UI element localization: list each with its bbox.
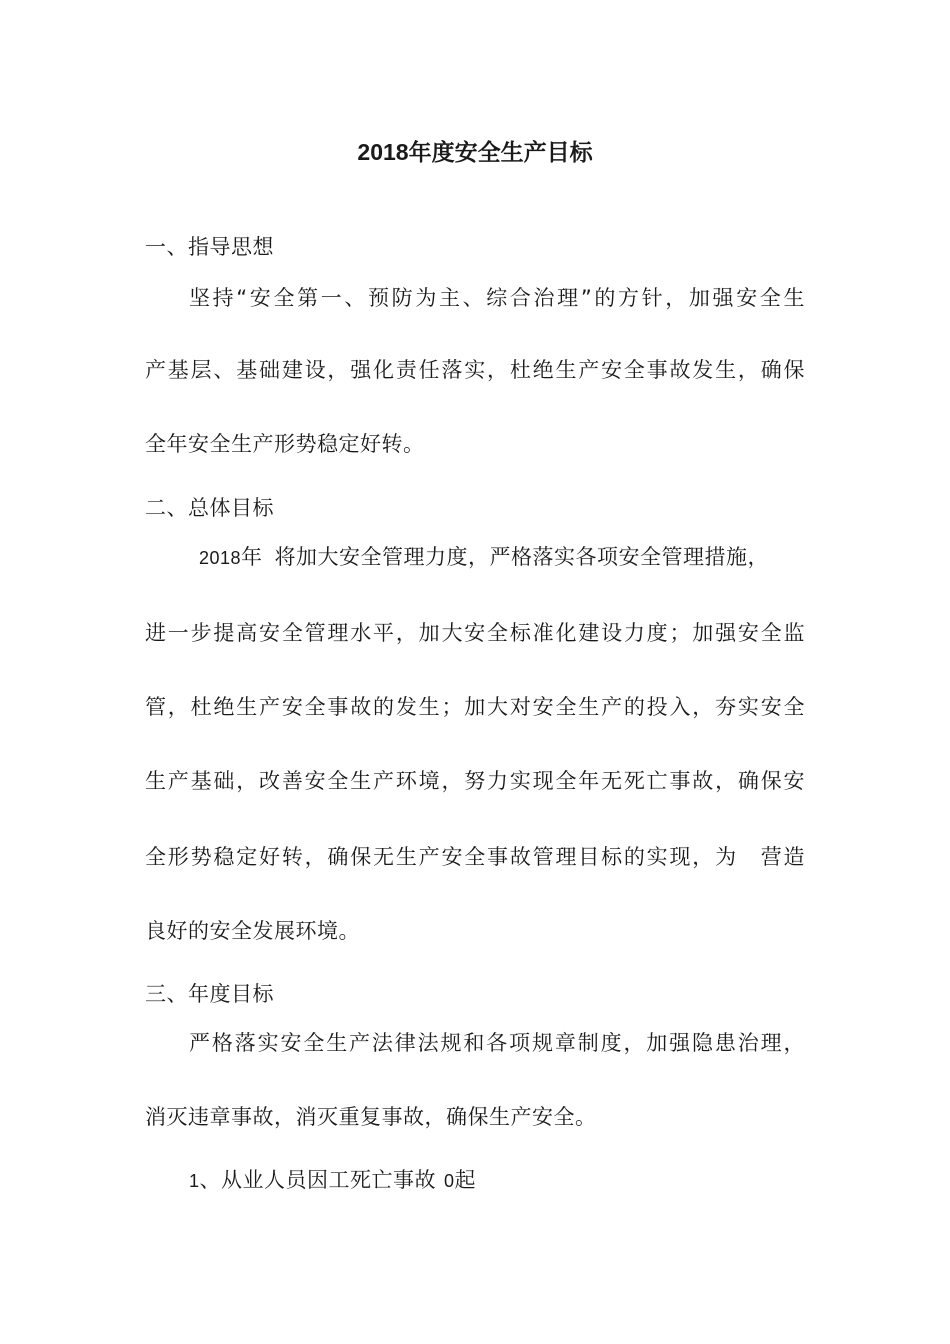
paragraph-line: 全形势稳定好转，确保无生产安全事故管理目标的实现，为 营造 <box>145 845 805 869</box>
section-heading-guiding-ideology: 一、指导思想 <box>145 235 274 259</box>
paragraph-line: 进一步提高安全管理水平，加大安全标准化建设力度；加强安全监 <box>145 621 805 645</box>
paragraph-line: 产基层、基础建设，强化责任落实，杜绝生产安全事故发生，确保 <box>145 358 805 382</box>
paragraph-line: 坚持“安全第一、预防为主、综合治理”的方针，加强安全生 <box>189 286 805 310</box>
paragraph-line-text: 将加大安全管理力度，严格落实各项安全管理措施， <box>274 545 770 569</box>
list-item <box>189 1165 805 1196</box>
year-suffix: 年 <box>241 545 263 569</box>
list-item-text: 、从业人员因工死亡事故 <box>199 1168 437 1192</box>
paragraph-line-lead <box>199 542 805 573</box>
document-title: 2018年度安全生产目标 <box>357 139 593 165</box>
paragraph-line: 消灭违章事故，消灭重复事故，确保生产安全。 <box>145 1105 597 1129</box>
section-heading-annual-goal: 三、年度目标 <box>145 982 274 1006</box>
list-item-value: 0 <box>444 1171 455 1191</box>
paragraph-line: 管，杜绝生产安全事故的发生；加大对安全生产的投入，夯实安全 <box>145 695 805 719</box>
list-item-number: 1 <box>189 1171 200 1191</box>
paragraph-line: 全年安全生产形势稳定好转。 <box>145 432 425 456</box>
paragraph-line: 良好的安全发展环境。 <box>145 919 360 943</box>
section-heading-overall-goal: 二、总体目标 <box>145 496 274 520</box>
paragraph-line: 生产基础，改善安全生产环境，努力实现全年无死亡事故，确保安 <box>145 769 805 793</box>
paragraph-line: 严格落实安全生产法律法规和各项规章制度，加强隐患治理， <box>189 1031 805 1055</box>
list-item-unit: 起 <box>454 1168 477 1192</box>
year-number: 2018 <box>199 548 242 568</box>
